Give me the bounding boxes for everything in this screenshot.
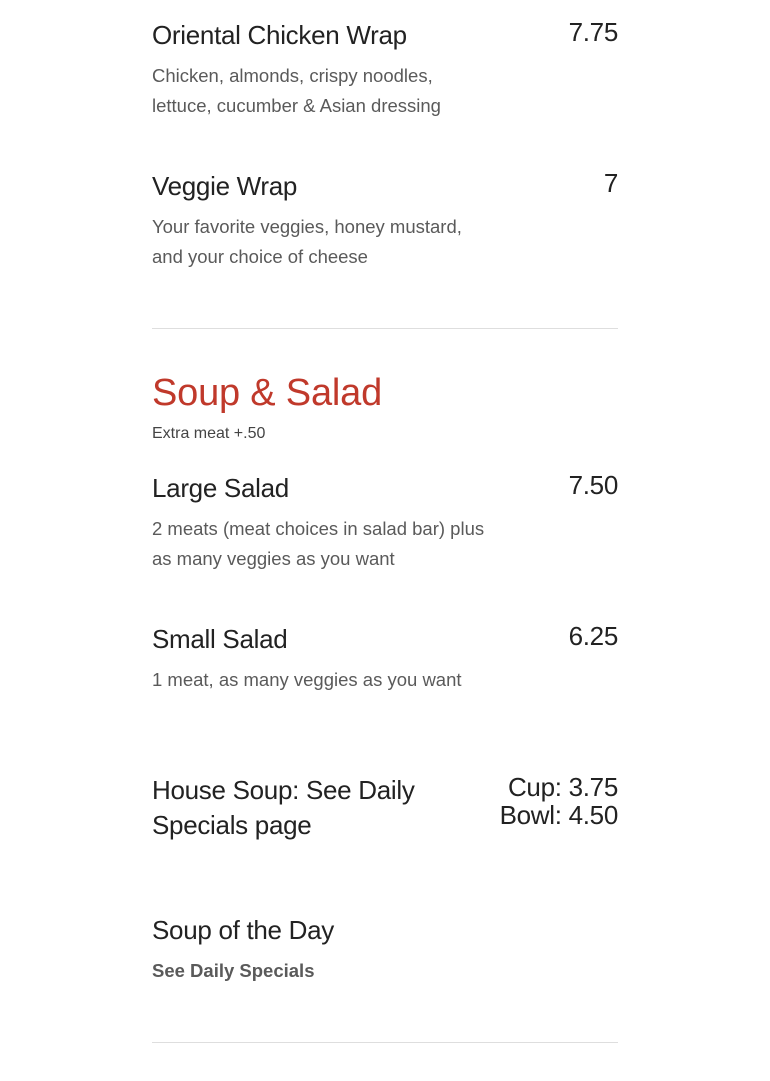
menu-item-description: Chicken, almonds, crispy noodles, lettuce, cucumber & Asian dressing xyxy=(152,65,441,116)
menu-item-description: 2 meats (meat choices in salad bar) plus as many veggies as you want xyxy=(152,518,485,569)
menu-item-name: Large Salad xyxy=(152,473,289,503)
menu-item-name: Soup of the Day xyxy=(152,915,334,945)
menu-item-price: 7 xyxy=(603,168,618,198)
menu-item-price: 7.75 xyxy=(568,17,618,47)
menu-item-description: Your favorite veggies, honey mustard, and your choice of cheese xyxy=(152,216,462,267)
menu-item-price: 6.25 xyxy=(568,621,618,651)
section-divider xyxy=(152,1042,618,1043)
section-title: Soup & Salad xyxy=(152,372,382,414)
section-note: Extra meat +.50 xyxy=(152,425,266,442)
section-divider xyxy=(152,328,618,329)
menu-item-price: Cup: 3.75 Bowl: 4.50 xyxy=(499,772,618,830)
menu-item-name: Small Salad xyxy=(152,624,288,654)
menu-item-price: 7.50 xyxy=(568,470,618,500)
menu-item-description: See Daily Specials xyxy=(152,960,315,981)
menu-item-description: 1 meat, as many veggies as you want xyxy=(152,669,462,690)
menu-item-name: Oriental Chicken Wrap xyxy=(152,20,407,50)
menu-item-name: Veggie Wrap xyxy=(152,171,298,201)
menu-item-name: House Soup: See Daily Specials page xyxy=(152,775,415,840)
